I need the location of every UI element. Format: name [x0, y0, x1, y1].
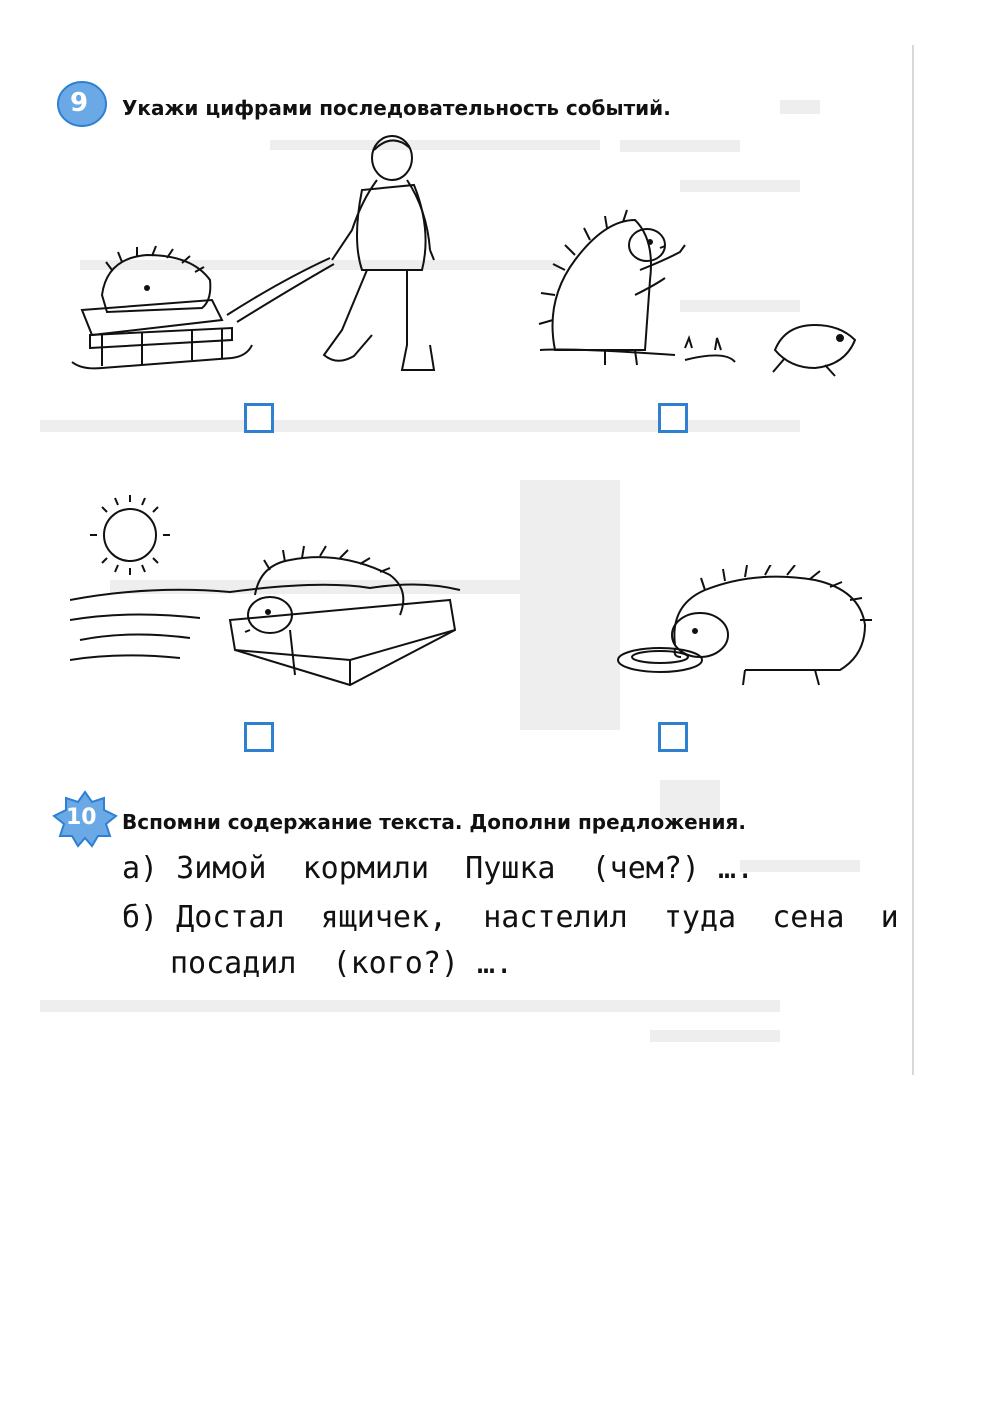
task10-number: 10: [66, 805, 97, 830]
answer-box-3[interactable]: [244, 722, 274, 752]
hedgehog-and-frog-icon: [535, 200, 875, 380]
sentence-a: а) Зимой кормили Пушка (чем?) ….: [122, 851, 755, 886]
task9-badge: [56, 80, 108, 128]
answer-box-4[interactable]: [658, 722, 688, 752]
task10-title: Вспомни содержание текста. Дополни предложения.: [122, 810, 746, 834]
answer-box-2[interactable]: [658, 403, 688, 433]
answer-box-1[interactable]: [244, 403, 274, 433]
task10-badge: [52, 790, 118, 848]
sun-and-hedgehog-in-box-icon: [70, 480, 470, 690]
hedgehog-drinking-from-saucer-icon: [615, 565, 880, 690]
task9-title: Укажи цифрами последовательность событий.: [122, 96, 671, 120]
page-edge-line: [912, 45, 914, 1075]
boy-pulling-sled-with-hedgehog-icon: [62, 130, 452, 380]
sentence-b: б) Достал ящичек, настелил туда сена и: [122, 900, 899, 935]
task9-number: 9: [70, 88, 89, 118]
sentence-b-continuation: посадил (кого?) ….: [170, 946, 514, 981]
